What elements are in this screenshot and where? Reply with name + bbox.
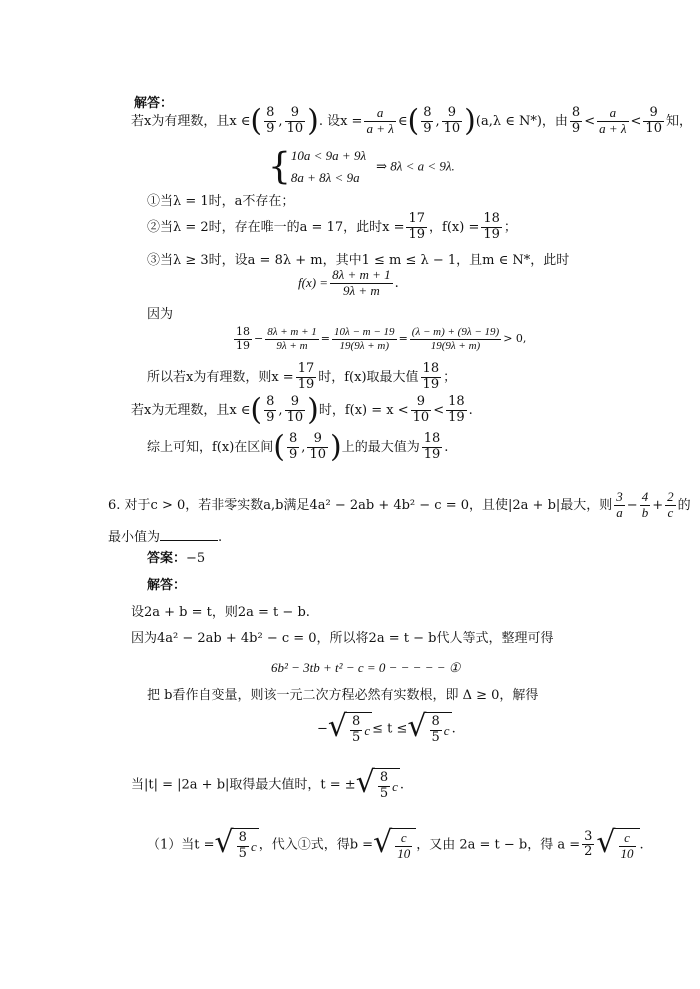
t-range: − √ $\frac{8}{5}$ c ≤ t ≤ √ $\frac{8}{5}$ c . [317,709,456,745]
answer-blank [160,528,218,541]
question-6: 6. 对于c > 0，若非零实数a,b满足4a² − 2ab + 4b² − c = 0，且使|2a + b|最大，则 $\frac{3}{a}$ − $\frac{4}{b}$ + $\frac{2}{c}$ 的 [108,489,691,520]
step-2: 因为4a² − 2ab + 4b² − c = 0，所以将2a = t − b代人等式，整理可得 [131,631,554,646]
answer: 答案：−5 [147,551,206,566]
case-1: ①当λ = 1时，a不存在； [147,194,295,209]
line-rational-setup: 若x为有理数，且x ∈( $\frac{8}{9}$ , $\frac{9}{10}$ ). 设x = $\frac{a}{a + \lambda}$ ∈( $\frac{8}{9}$ , $\frac{9}{10}$ )(a,λ ∈ N*)，由 $\frac{8}{9}$ < $\frac{a}{a + \lambda}$ < $\frac{9}{10}$ 知， [131,103,692,139]
inequality-chain: $\frac{18}{19}$ − $\frac{8\lambda + m + 1}{9\lambda + m}$ = $\frac{10\lambda - m - 19}{19(9\lambda + m)}$ = $\frac{(\lambda - m) + (9\lambda - 19)}{19(9\lambda + m)}$ > 0, [236,325,527,352]
step-4: 把 b看作自变量，则该一元二次方程必然有实数根，即 Δ ≥ 0，解得 [147,688,539,703]
summary: 综上可知，f(x)在区间( $\frac{8}{9}$ , $\frac{9}{10}$ )上的最大值为 $\frac{18}{19}$ . [147,429,449,465]
inequality-system: { 10a < 9a + 9λ 8a + 8λ < 9a ⇒ 8λ < a < 9λ. [268,146,455,188]
step-1: 设2a + b = t，则2a = t − b. [131,605,310,620]
irrational-case: 若x为无理数，且x ∈( $\frac{8}{9}$ , $\frac{9}{10}$ )时，f(x) = x < $\frac{9}{10}$ < $\frac{18}{19}$ . [131,392,473,428]
case-3: ③当λ ≥ 3时，设a = 8λ + m，其中1 ≤ m ≤ λ − 1，且m ∈ N*，此时 [147,253,570,268]
case-1-substitution: （1）当t = √ $\frac{8}{5}$ c ，代入①式，得b = √ $\frac{c}{10}$ ，又由 2a = t − b，得 a = $\frac{3}{2}$ √ $\frac{c}{10}$ . [147,825,644,861]
t-max: 当|t| = |2a + b|取得最大值时，t = ± √ $\frac{8}{5}$ c . [131,765,405,801]
equation-1: 6b² − 3tb + t² − c = 0 − − − − − ① [271,660,461,675]
rational-max: 所以若x为有理数，则x = $\frac{17}{19}$ 时，f(x)取最大值 $\frac{18}{19}$ ； [147,361,457,392]
solution-label-2: 解答： [147,578,187,593]
because-label: 因为 [147,307,174,322]
question-6-line2: 最小值为 . [108,530,223,545]
fraction: $\frac{9}{10}$ [286,105,304,136]
solution-label: 解答： [134,96,174,111]
case-2: ②当λ = 2时，存在唯一的a = 17，此时x = $\frac{17}{19}$ ，f(x) = $\frac{18}{19}$ ； [147,211,517,242]
fx-formula: f(x) = $\frac{8\lambda + m + 1}{9\lambda + m}$ . [298,267,399,298]
fraction: $\frac{8}{9}$ [266,105,275,136]
fraction: $\frac{a}{a + \lambda}$ [366,105,394,136]
